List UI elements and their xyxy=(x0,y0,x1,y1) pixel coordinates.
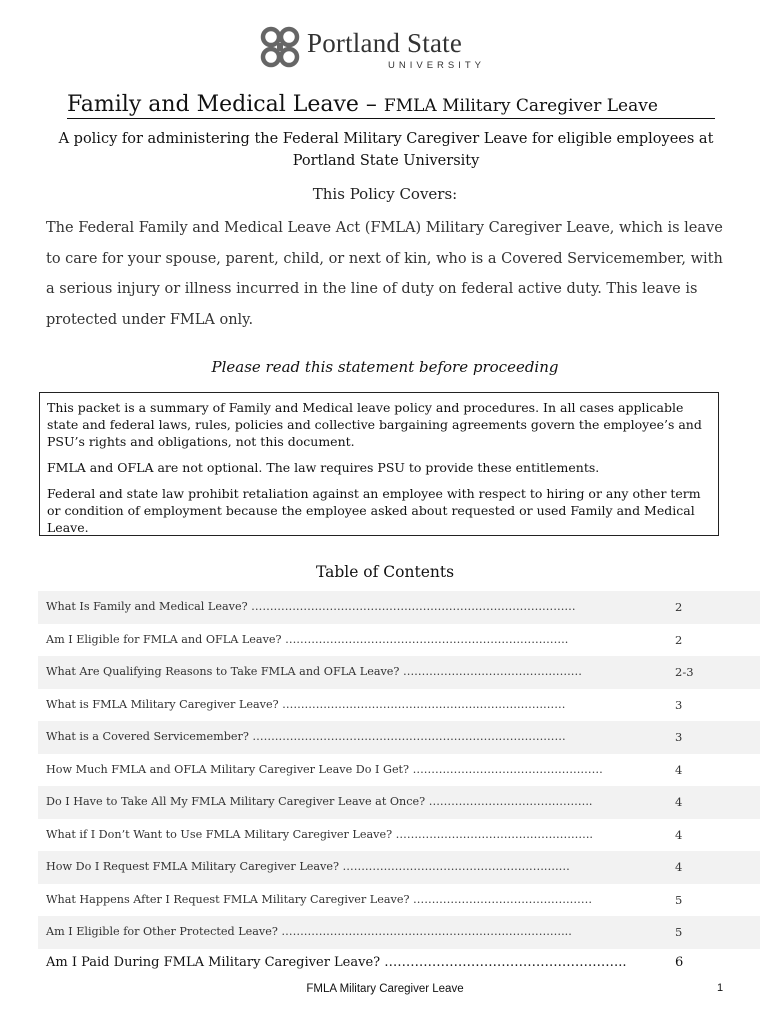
toc-row xyxy=(38,786,760,819)
toc-entry: Do I Have to Take All My FMLA Military Caregiver Leave at Once? …………………………………….. xyxy=(46,795,593,808)
toc-page: 5 xyxy=(675,892,683,907)
toc-page: 4 xyxy=(675,762,683,777)
toc-entry: Am I Eligible for FMLA and OFLA Leave? …………………………………………………………………. xyxy=(46,632,569,646)
toc-row xyxy=(38,884,760,917)
toc-row xyxy=(38,624,760,657)
toc-entry: What is a Covered Servicemember? ………………………………………………………………………… xyxy=(46,730,566,743)
toc-page: 2-3 xyxy=(675,665,694,679)
toc-page: 4 xyxy=(675,827,683,842)
toc-entry: What Happens After I Request FMLA Military Caregiver Leave? ………………………………………… xyxy=(46,892,593,906)
toc-page: 4 xyxy=(675,795,683,809)
toc-page: 2 xyxy=(675,632,683,647)
notice-paragraph: This packet is a summary of Family and Medical leave policy and procedures. In all cases applicable state and federal laws, rules, policies and collective bargaining agreements govern the employee’s and PSU’s rights and obligations, not this document. xyxy=(47,400,702,449)
toc-row xyxy=(38,949,760,982)
toc-row xyxy=(38,754,760,787)
toc-entry: What is FMLA Military Caregiver Leave? …………………………………………….…………………… xyxy=(46,697,566,711)
toc-row xyxy=(38,591,760,624)
psu-logo xyxy=(258,22,486,78)
notice-paragraph: FMLA and OFLA are not optional. The law requires PSU to provide these entitlements. xyxy=(47,460,600,475)
toc-entry: What if I Don’t Want to Use FMLA Military Caregiver Leave? …………………………………………….. xyxy=(46,827,593,841)
document-subtitle: A policy for administering the Federal Military Caregiver Leave for eligible employees at Portland State University xyxy=(58,131,714,169)
toc-entry: What Is Family and Medical Leave? …………………………………………………………………………… xyxy=(46,600,576,613)
toc-entry: What Are Qualifying Reasons to Take FMLA and OFLA Leave? ………………………………………… xyxy=(46,665,582,678)
toc-heading: Table of Contents xyxy=(315,563,455,581)
toc-row xyxy=(38,916,760,949)
toc-row xyxy=(38,656,760,689)
toc-row xyxy=(38,819,760,852)
toc-page: 4 xyxy=(675,860,683,874)
toc-entry: Am I Eligible for Other Protected Leave? …………………………………………………………………... xyxy=(46,925,572,938)
logo-wordmark: Portland State xyxy=(307,28,463,58)
page-footer: FMLA Military Caregiver Leave xyxy=(306,983,464,995)
toc-entry: How Do I Request FMLA Military Caregiver Leave? ……………………………………………….…… xyxy=(46,860,570,873)
covers-heading: This Policy Covers: xyxy=(312,185,458,203)
toc-page: 3 xyxy=(675,730,683,744)
notice-heading: Please read this statement before proceeding xyxy=(211,358,559,376)
toc-page: 5 xyxy=(675,925,683,939)
toc-row xyxy=(38,689,760,722)
covers-body: The Federal Family and Medical Leave Act (FMLA) Military Caregiver Leave, which is leave to care for your spouse, parent, child, or next of kin, who is a Covered Servicemember, with a serious injury or illness incurred in the line of duty on federal active duty. This leave is protected under FMLA only. xyxy=(46,220,723,328)
toc-page: 3 xyxy=(675,697,683,712)
toc-page: 2 xyxy=(675,600,683,614)
page-number: 1 xyxy=(717,982,724,994)
document-title xyxy=(67,92,715,119)
toc-row xyxy=(38,851,760,884)
notice-box xyxy=(39,392,719,536)
toc-row xyxy=(38,721,760,754)
psu-logo-mark-icon xyxy=(258,24,302,70)
toc-page: 6 xyxy=(675,954,684,970)
table-of-contents xyxy=(38,591,760,981)
title-sub: FMLA Military Caregiver Leave xyxy=(383,96,658,116)
logo-university: UNIVERSITY xyxy=(388,60,486,71)
notice-paragraph: Federal and state law prohibit retaliation against an employee with respect to hiring or any other term or condition of employment because the employee asked about requested or used Family and Medical Leave. xyxy=(47,486,701,535)
toc-entry: Am I Paid During FMLA Military Caregiver Leave? ……………………………………………….. xyxy=(46,954,627,970)
toc-entry: How Much FMLA and OFLA Military Caregiver Leave Do I Get? …………………………………………… xyxy=(46,762,603,776)
title-main: Family and Medical Leave – xyxy=(67,92,384,117)
